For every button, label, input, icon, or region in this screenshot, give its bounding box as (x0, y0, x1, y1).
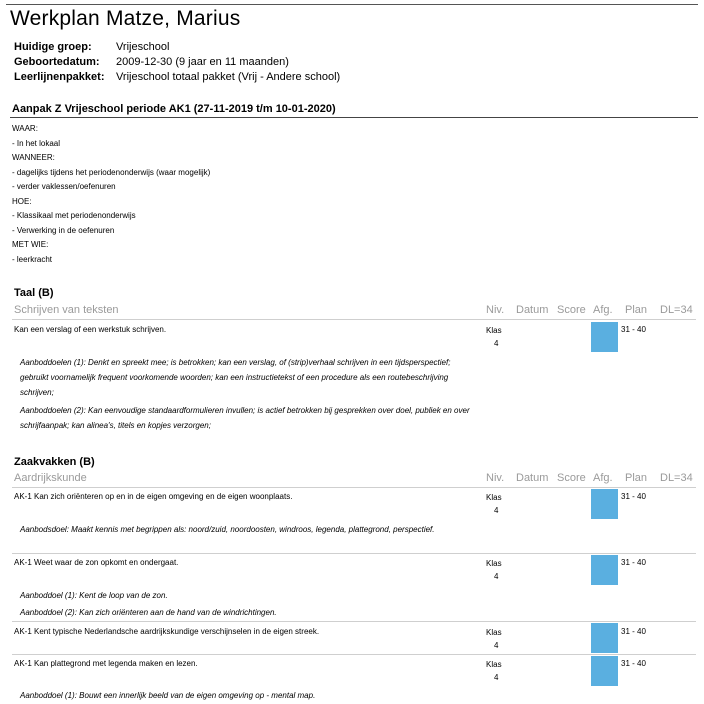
niv-value (486, 491, 502, 517)
niv-number: 4 (494, 673, 499, 682)
note-line: - dagelijks tijdens het periodenonderwijs (waar mogelijk) (12, 167, 211, 177)
niv-label: Klas (486, 628, 502, 637)
plan-value: 31 - 40 (621, 325, 646, 334)
info-label: Geboortedatum: (14, 56, 100, 68)
row-divider (12, 487, 696, 488)
col-datum: Datum (516, 304, 549, 316)
plan-value: 31 - 40 (621, 659, 646, 668)
info-label: Huidige groep: (14, 41, 92, 53)
goal-text: AK-1 Kan plattegrond met legenda maken en lezen. (14, 659, 198, 668)
col-score: Score (557, 304, 586, 316)
student-info (14, 40, 340, 85)
col-afg: Afg. (593, 304, 613, 316)
niv-value (486, 324, 502, 350)
note-line: - In het lokaal (12, 138, 61, 148)
col-datum: Datum (516, 472, 549, 484)
top-rule (6, 4, 698, 5)
aanboddoel-text: Aanboddoel (2): Kan zich oriënteren aan de hand van de windrichtingen. (20, 608, 277, 617)
plan-value: 31 - 40 (621, 492, 646, 501)
info-value: Vrijeschool (116, 41, 170, 53)
aanboddoel-text: Aanboddoelen (2): Kan eenvoudige standaardformulieren invullen; is actief betrokken bij gesprekken over doel, publiek en over schrijfaanpak; kan alinea's, titels en kopjes verzorgen; (20, 406, 470, 430)
col-dl: DL=34 (660, 472, 693, 484)
subject-taal: Taal (B) (14, 287, 54, 299)
note-line: WAAR: (12, 124, 38, 133)
area-name: Aardrijkskunde (14, 472, 87, 484)
aanpak-notes (12, 122, 210, 267)
note-line: MET WIE: (12, 240, 49, 249)
info-label: Leerlijnenpakket: (14, 71, 105, 83)
note-line: WANNEER: (12, 153, 55, 162)
niv-label: Klas (486, 559, 502, 568)
area-name: Schrijven van teksten (14, 304, 119, 316)
row-divider (12, 621, 696, 622)
niv-label: Klas (486, 660, 502, 669)
niv-number: 4 (494, 641, 499, 650)
niv-number: 4 (494, 572, 499, 581)
info-value: Vrijeschool totaal pakket (Vrij - Andere school) (116, 71, 341, 83)
afg-indicator (591, 555, 618, 585)
goal-text: Kan een verslag of een werkstuk schrijven. (14, 325, 167, 334)
aanpak-divider (10, 117, 698, 118)
col-score: Score (557, 472, 586, 484)
row-divider (12, 553, 696, 554)
info-row-group (14, 40, 340, 55)
col-plan: Plan (625, 304, 648, 316)
info-row-package (14, 70, 340, 85)
afg-indicator (591, 623, 618, 653)
subject-zaakvakken: Zaakvakken (B) (14, 456, 95, 468)
aanboddoel-text: Aanboddoel (1): Bouwt een innerlijk beeld van de eigen omgeving op - mental map. (20, 691, 316, 700)
niv-label: Klas (486, 493, 502, 502)
col-niv: Niv. (486, 472, 505, 484)
col-afg: Afg. (593, 472, 613, 484)
aanboddoel-text: Aanboddoel (1): Kent de loop van de zon. (20, 591, 168, 600)
aanboddoel-text: Aanbodsdoel: Maakt kennis met begrippen als: noord/zuid, noordoosten, windroos, legenda, plattegrond, perspectief. (20, 525, 435, 534)
goal-text: AK-1 Kent typische Nederlandsche aardrijkskundige verschijnselen in de eigen streek. (14, 627, 320, 636)
note-line: - Verwerking in de oefenuren (12, 225, 115, 235)
note-line: HOE: (12, 196, 32, 206)
col-plan: Plan (625, 472, 648, 484)
plan-value: 31 - 40 (621, 558, 646, 567)
info-row-birthdate (14, 55, 340, 70)
info-value: 2009-12-30 (9 jaar en 11 maanden) (116, 56, 289, 68)
aanboddoel-text: Aanboddoelen (1): Denkt en spreekt mee; is betrokken; kan een verslag, of (strip)verhaal schrijven in een tijdsperspectief; gebruikt voornamelijk frequent voorkomende woorden; kan een instructietekst of een procedure als een routebeschrijving schrijven; (20, 358, 451, 397)
niv-value (486, 658, 502, 684)
goal-text: AK-1 Weet waar de zon opkomt en ondergaat. (14, 558, 179, 567)
niv-value (486, 557, 502, 583)
niv-label: Klas (486, 326, 502, 335)
niv-value (486, 626, 502, 652)
col-dl: DL=34 (660, 304, 693, 316)
column-header-zaak (14, 472, 696, 486)
note-line: - verder vaklessen/oefenuren (12, 182, 116, 191)
afg-indicator (591, 489, 618, 519)
column-header-taal (14, 304, 696, 318)
afg-indicator (591, 656, 618, 686)
plan-value: 31 - 40 (621, 627, 646, 636)
goal-text: AK-1 Kan zich oriënteren op en in de eigen omgeving en de eigen woonplaats. (14, 492, 293, 501)
row-divider (12, 654, 696, 655)
aanpak-title: Aanpak Z Vrijeschool periode AK1 (27-11-2019 t/m 10-01-2020) (12, 103, 336, 115)
col-niv: Niv. (486, 304, 505, 316)
page-title: Werkplan Matze, Marius (10, 7, 241, 30)
afg-indicator (591, 322, 618, 352)
note-line: - leerkracht (12, 254, 53, 264)
niv-number: 4 (494, 339, 499, 348)
niv-number: 4 (494, 506, 499, 515)
row-divider (12, 319, 696, 320)
note-line: - Klassikaal met periodenonderwijs (12, 211, 136, 220)
